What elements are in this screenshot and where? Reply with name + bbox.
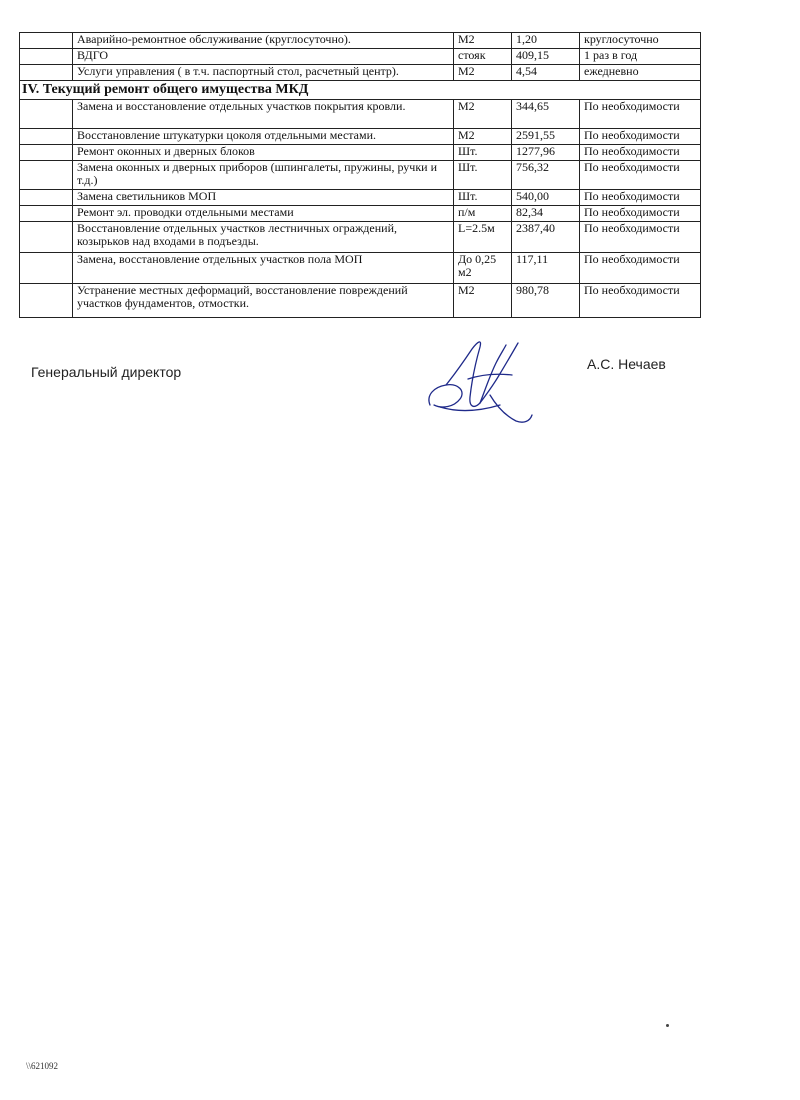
table-row xyxy=(20,129,701,145)
unit-cell: L=2.5м xyxy=(454,222,512,253)
service-name-cell: Услуги управления ( в т.ч. паспортный стол, расчетный центр). xyxy=(73,65,454,81)
table-row xyxy=(20,65,701,81)
row-number-cell xyxy=(20,33,73,49)
row-number-cell xyxy=(20,284,73,318)
table-row xyxy=(20,145,701,161)
cost-cell: 980,78 xyxy=(512,284,580,318)
cost-cell: 1,20 xyxy=(512,33,580,49)
row-number-cell xyxy=(20,161,73,190)
service-name-cell: Замена, восстановление отдельных участков пола МОП xyxy=(73,253,454,284)
service-name-cell: Замена оконных и дверных приборов (шпингалеты, пружины, ручки и т.д.) xyxy=(73,161,454,190)
unit-cell: М2 xyxy=(454,33,512,49)
unit-cell: М2 xyxy=(454,284,512,318)
table-row xyxy=(20,100,701,129)
cost-cell: 2387,40 xyxy=(512,222,580,253)
cost-cell: 2591,55 xyxy=(512,129,580,145)
handwritten-signature xyxy=(420,335,540,425)
service-name-cell: Восстановление штукатурки цоколя отдельными местами. xyxy=(73,129,454,145)
row-number-cell xyxy=(20,129,73,145)
cost-cell: 117,11 xyxy=(512,253,580,284)
service-name-cell: Восстановление отдельных участков лестничных ограждений, козырьков над входами в подъезды. xyxy=(73,222,454,253)
table-row xyxy=(20,284,701,318)
table-row xyxy=(20,190,701,206)
frequency-cell: По необходимости xyxy=(580,253,701,284)
director-name: А.С. Нечаев xyxy=(587,356,666,372)
unit-cell: М2 xyxy=(454,65,512,81)
service-name-cell: Ремонт оконных и дверных блоков xyxy=(73,145,454,161)
row-number-cell xyxy=(20,65,73,81)
frequency-cell: По необходимости xyxy=(580,190,701,206)
table-row xyxy=(20,253,701,284)
cost-cell: 82,34 xyxy=(512,206,580,222)
row-number-cell xyxy=(20,49,73,65)
frequency-cell: ежедневно xyxy=(580,65,701,81)
section-header-row xyxy=(20,81,701,100)
frequency-cell: По необходимости xyxy=(580,284,701,318)
frequency-cell: По необходимости xyxy=(580,129,701,145)
unit-cell: Шт. xyxy=(454,145,512,161)
frequency-cell: По необходимости xyxy=(580,222,701,253)
service-name-cell: Ремонт эл. проводки отдельными местами xyxy=(73,206,454,222)
cost-cell: 344,65 xyxy=(512,100,580,129)
frequency-cell: 1 раз в год xyxy=(580,49,701,65)
table-row xyxy=(20,206,701,222)
table-row xyxy=(20,161,701,190)
row-number-cell xyxy=(20,222,73,253)
service-name-cell: Замена светильников МОП xyxy=(73,190,454,206)
table-row xyxy=(20,49,701,65)
frequency-cell: круглосуточно xyxy=(580,33,701,49)
cost-cell: 4,54 xyxy=(512,65,580,81)
row-number-cell xyxy=(20,100,73,129)
frequency-cell: По необходимости xyxy=(580,145,701,161)
cost-cell: 540,00 xyxy=(512,190,580,206)
unit-cell: До 0,25 м2 xyxy=(454,253,512,284)
cost-cell: 409,15 xyxy=(512,49,580,65)
row-number-cell xyxy=(20,206,73,222)
row-number-cell xyxy=(20,145,73,161)
service-name-cell: Аварийно-ремонтное обслуживание (круглосуточно). xyxy=(73,33,454,49)
table-row xyxy=(20,222,701,253)
cost-cell: 1277,96 xyxy=(512,145,580,161)
unit-cell: п/м xyxy=(454,206,512,222)
service-name-cell: Устранение местных деформаций, восстановление повреждений участков фундаментов, отмостки. xyxy=(73,284,454,318)
table-row xyxy=(20,33,701,49)
section-title: IV. Текущий ремонт общего имущества МКД xyxy=(20,81,701,100)
service-name-cell: Замена и восстановление отдельных участков покрытия кровли. xyxy=(73,100,454,129)
unit-cell: стояк xyxy=(454,49,512,65)
director-title: Генеральный директор xyxy=(31,364,182,380)
scan-speck xyxy=(666,1024,669,1027)
unit-cell: Шт. xyxy=(454,161,512,190)
unit-cell: М2 xyxy=(454,100,512,129)
frequency-cell: По необходимости xyxy=(580,206,701,222)
row-number-cell xyxy=(20,253,73,284)
services-table xyxy=(19,32,701,318)
service-name-cell: ВДГО xyxy=(73,49,454,65)
document-code: \\621092 xyxy=(26,1061,59,1071)
unit-cell: М2 xyxy=(454,129,512,145)
frequency-cell: По необходимости xyxy=(580,161,701,190)
frequency-cell: По необходимости xyxy=(580,100,701,129)
unit-cell: Шт. xyxy=(454,190,512,206)
row-number-cell xyxy=(20,190,73,206)
cost-cell: 756,32 xyxy=(512,161,580,190)
